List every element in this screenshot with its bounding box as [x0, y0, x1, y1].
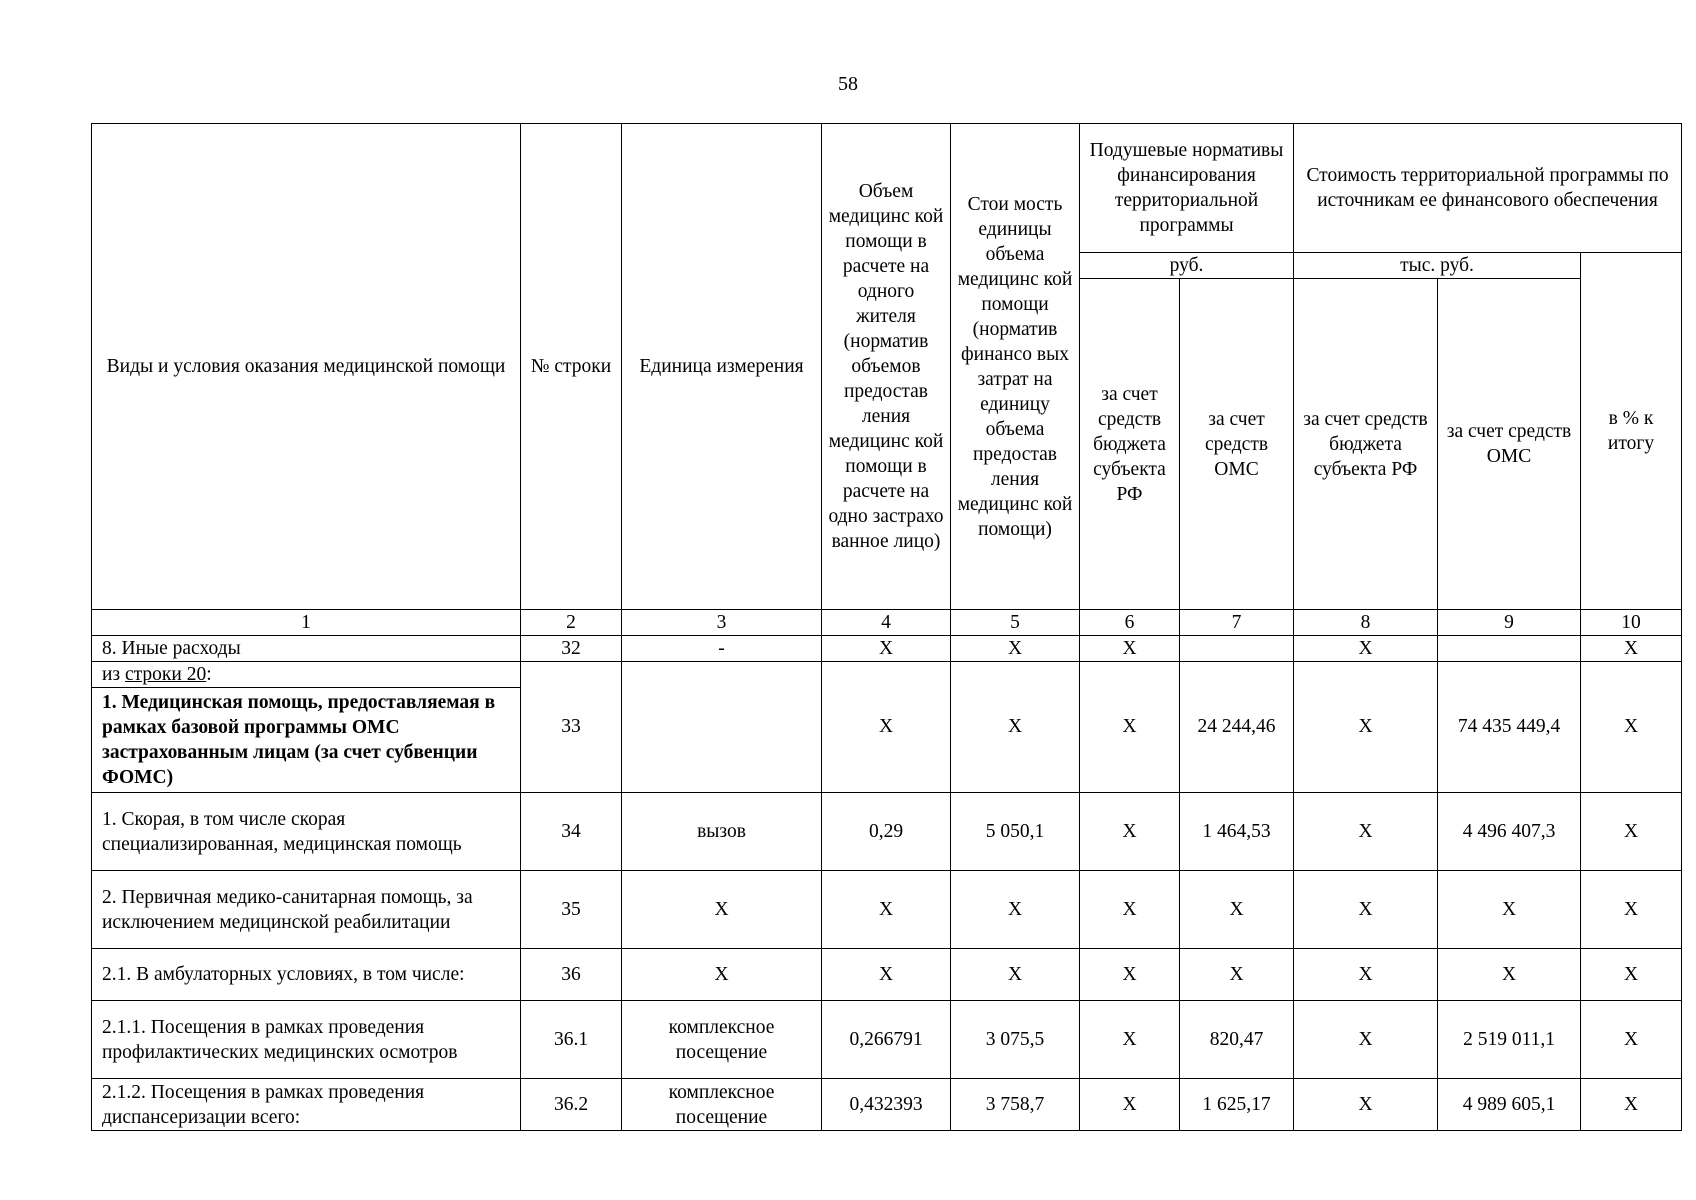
- header-norm-oms: за счет средств ОМС: [1180, 279, 1294, 610]
- table-row: [92, 1001, 1682, 1079]
- page-number: 58: [838, 73, 858, 95]
- row-norm-oms: 1 464,53: [1180, 793, 1294, 871]
- row-cost-oms: Х: [1438, 949, 1581, 1001]
- row-norm-oms: Х: [1180, 871, 1294, 949]
- row-norm-oms: 820,47: [1180, 1001, 1294, 1079]
- column-number: 10: [1581, 610, 1682, 636]
- row-percent: Х: [1581, 1079, 1682, 1131]
- row-unit-cost: 3 075,5: [951, 1001, 1080, 1079]
- header-unit-rub: руб.: [1080, 253, 1294, 279]
- column-number: 6: [1080, 610, 1180, 636]
- header-norm-budget: за счет средств бюджета субъекта РФ: [1080, 279, 1180, 610]
- row-unit: комплексное посещение: [622, 1001, 822, 1079]
- column-number: 3: [622, 610, 822, 636]
- header-unit: Единица измерения: [622, 124, 822, 610]
- row-name: 1. Медицинская помощь, предоставляемая в рамках базовой программы ОМС застрахованным лицам (за счет субвенции ФОМС): [92, 688, 521, 793]
- header-row-number: № строки: [521, 124, 622, 610]
- column-number: 4: [822, 610, 951, 636]
- table-row: [92, 662, 1682, 688]
- header-cost-oms: за счет средств ОМС: [1438, 279, 1581, 610]
- table-row: [92, 793, 1682, 871]
- row-cost-oms: 2 519 011,1: [1438, 1001, 1581, 1079]
- row-volume: 0,29: [822, 793, 951, 871]
- row-volume: 0,266791: [822, 1001, 951, 1079]
- financing-table: [91, 123, 1682, 1131]
- row-cost-oms: [1438, 636, 1581, 662]
- header-percent-total: в % к итогу: [1581, 253, 1682, 610]
- header-cost-budget: за счет средств бюджета субъекта РФ: [1294, 279, 1438, 610]
- row-cost-budget: Х: [1294, 871, 1438, 949]
- row-norm-oms: 24 244,46: [1180, 662, 1294, 793]
- row-unit-cost: Х: [951, 636, 1080, 662]
- row-cost-budget: Х: [1294, 1001, 1438, 1079]
- row-number: 36.2: [521, 1079, 622, 1131]
- header-types-of-care: Виды и условия оказания медицинской помощи: [92, 124, 521, 610]
- row-unit: Х: [622, 949, 822, 1001]
- row-percent: Х: [1581, 871, 1682, 949]
- row-source-note: из строки 20:: [92, 662, 521, 688]
- table-row: [92, 636, 1682, 662]
- row-unit-cost: 5 050,1: [951, 793, 1080, 871]
- column-number: 9: [1438, 610, 1581, 636]
- row-name: 2.1. В амбулаторных условиях, в том числе:: [92, 949, 521, 1001]
- column-number: 2: [521, 610, 622, 636]
- row-number: 32: [521, 636, 622, 662]
- row-unit: Х: [622, 871, 822, 949]
- header-program-cost: Стоимость территориальной программы по источникам ее финансового обеспечения: [1294, 124, 1682, 253]
- column-numbers-row: [92, 610, 1682, 636]
- row-cost-oms: 4 989 605,1: [1438, 1079, 1581, 1131]
- row-unit: комплексное посещение: [622, 1079, 822, 1131]
- column-number: 1: [92, 610, 521, 636]
- header-volume-norm: Объем медицинс кой помощи в расчете на одного жителя (норматив объемов предостав ления медицинс кой помощи в расчете на одно застрахо ванное лицо): [822, 124, 951, 610]
- row-volume: Х: [822, 871, 951, 949]
- row-name: 2.1.2. Посещения в рамках проведения диспансеризации всего:: [92, 1079, 521, 1131]
- row-percent: Х: [1581, 949, 1682, 1001]
- row-cost-budget: Х: [1294, 1079, 1438, 1131]
- column-number: 7: [1180, 610, 1294, 636]
- row-volume: Х: [822, 949, 951, 1001]
- row-volume: 0,432393: [822, 1079, 951, 1131]
- row-volume: Х: [822, 662, 951, 793]
- row-number: 35: [521, 871, 622, 949]
- row-norm-budget: Х: [1080, 1079, 1180, 1131]
- row-norm-budget: Х: [1080, 793, 1180, 871]
- row-cost-budget: Х: [1294, 636, 1438, 662]
- source-row-link[interactable]: строки 20: [125, 663, 207, 685]
- row-norm-budget: Х: [1080, 1001, 1180, 1079]
- row-number: 34: [521, 793, 622, 871]
- row-unit: [622, 662, 822, 793]
- row-norm-budget: Х: [1080, 949, 1180, 1001]
- row-cost-oms: 4 496 407,3: [1438, 793, 1581, 871]
- row-number: 36.1: [521, 1001, 622, 1079]
- row-norm-budget: Х: [1080, 871, 1180, 949]
- column-number: 5: [951, 610, 1080, 636]
- header-row: [92, 124, 1682, 253]
- row-name: 2. Первичная медико-санитарная помощь, за исключением медицинской реабилитации: [92, 871, 521, 949]
- row-norm-oms: 1 625,17: [1180, 1079, 1294, 1131]
- row-unit-cost: Х: [951, 871, 1080, 949]
- row-cost-oms: Х: [1438, 871, 1581, 949]
- row-norm-oms: [1180, 636, 1294, 662]
- row-percent: Х: [1581, 662, 1682, 793]
- row-cost-budget: Х: [1294, 793, 1438, 871]
- row-percent: Х: [1581, 1001, 1682, 1079]
- row-cost-budget: Х: [1294, 949, 1438, 1001]
- row-norm-oms: Х: [1180, 949, 1294, 1001]
- row-unit: вызов: [622, 793, 822, 871]
- row-name: 2.1.1. Посещения в рамках проведения профилактических медицинских осмотров: [92, 1001, 521, 1079]
- row-percent: Х: [1581, 636, 1682, 662]
- table-row: [92, 949, 1682, 1001]
- table-row: [92, 871, 1682, 949]
- header-per-capita-norms: Подушевые нормативы финансирования территориальной программы: [1080, 124, 1294, 253]
- row-unit: -: [622, 636, 822, 662]
- header-unit-thous-rub: тыс. руб.: [1294, 253, 1581, 279]
- row-name: 1. Скорая, в том числе скорая специализированная, медицинская помощь: [92, 793, 521, 871]
- table-row: [92, 1079, 1682, 1131]
- column-number: 8: [1294, 610, 1438, 636]
- row-name: 8. Иные расходы: [92, 636, 521, 662]
- row-volume: Х: [822, 636, 951, 662]
- row-percent: Х: [1581, 793, 1682, 871]
- header-unit-cost: Стои мость единицы объема медицинс кой помощи (норматив финансо вых затрат на единицу объема предостав ления медицинс кой помощи): [951, 124, 1080, 610]
- row-unit-cost: Х: [951, 949, 1080, 1001]
- row-cost-budget: Х: [1294, 662, 1438, 793]
- row-unit-cost: Х: [951, 662, 1080, 793]
- row-norm-budget: Х: [1080, 636, 1180, 662]
- row-unit-cost: 3 758,7: [951, 1079, 1080, 1131]
- row-norm-budget: Х: [1080, 662, 1180, 793]
- row-number: 33: [521, 662, 622, 793]
- row-number: 36: [521, 949, 622, 1001]
- row-cost-oms: 74 435 449,4: [1438, 662, 1581, 793]
